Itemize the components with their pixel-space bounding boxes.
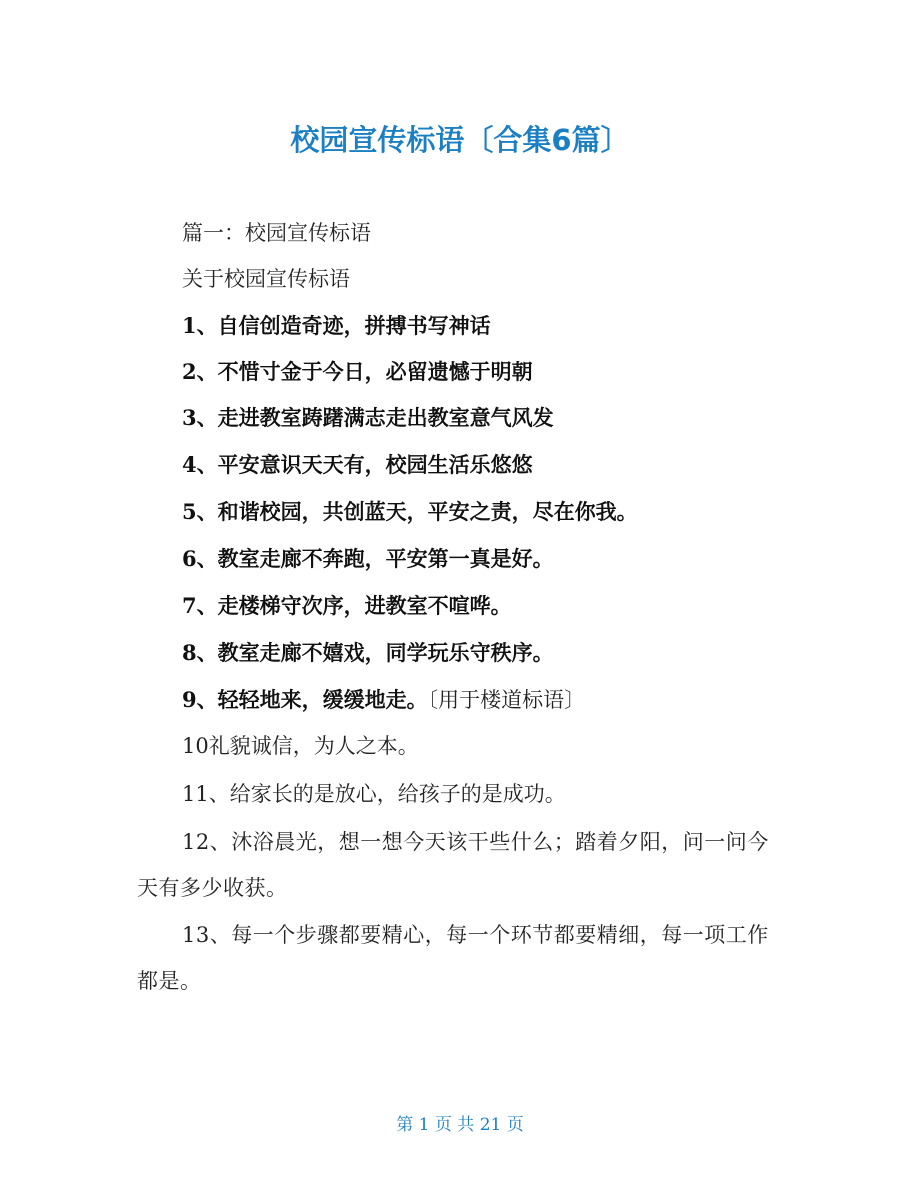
section-heading: 篇一：校园宣传标语 [182,221,371,245]
slogan-item: 3、走进教室踌躇满志走出教室意气风发 [182,405,554,430]
slogan-item: 4、平安意识天天有，校园生活乐悠悠 [182,452,533,477]
slogan-item: 5、和谐校园，共创蓝天，平安之责，尽在你我。 [182,499,638,524]
slogan-item: 2、不惜寸金于今日，必留遗憾于明朝 [182,359,533,384]
slogan-item: 8、教室走廊不嬉戏，同学玩乐守秩序。 [182,640,554,665]
slogan-item-13: 13、每一个步骤都要精心，每一个环节都要精细，每一项工作都是。 [137,923,769,993]
slogan-item-11: 11、给家长的是放心，给孩子的是成功。 [182,782,566,806]
subheading: 关于校园宣传标语 [182,267,350,291]
slogan-9-text: 9、轻轻地来，缓缓地走。 [182,687,428,712]
slogan-item: 7、走楼梯守次序，进教室不喧哗。 [182,593,512,618]
slogan-item: 1、自信创造奇迹，拼搏书写神话 [182,313,491,338]
slogan-item-9 [182,685,585,715]
document-title: 校园宣传标语〔合集6篇〕 [290,123,630,157]
slogan-item: 6、教室走廊不奔跑，平安第一真是好。 [182,546,554,571]
slogan-item-12: 12、沐浴晨光，想一想今天该干些什么；踏着夕阳，问一问今天有多少收获。 [137,830,769,900]
page-number: 第 1 页 共 21 页 [396,1115,524,1135]
slogan-item-10: 10礼貌诚信，为人之本。 [182,734,419,758]
slogan-9-note: 〔用于楼道标语〕 [427,688,586,712]
